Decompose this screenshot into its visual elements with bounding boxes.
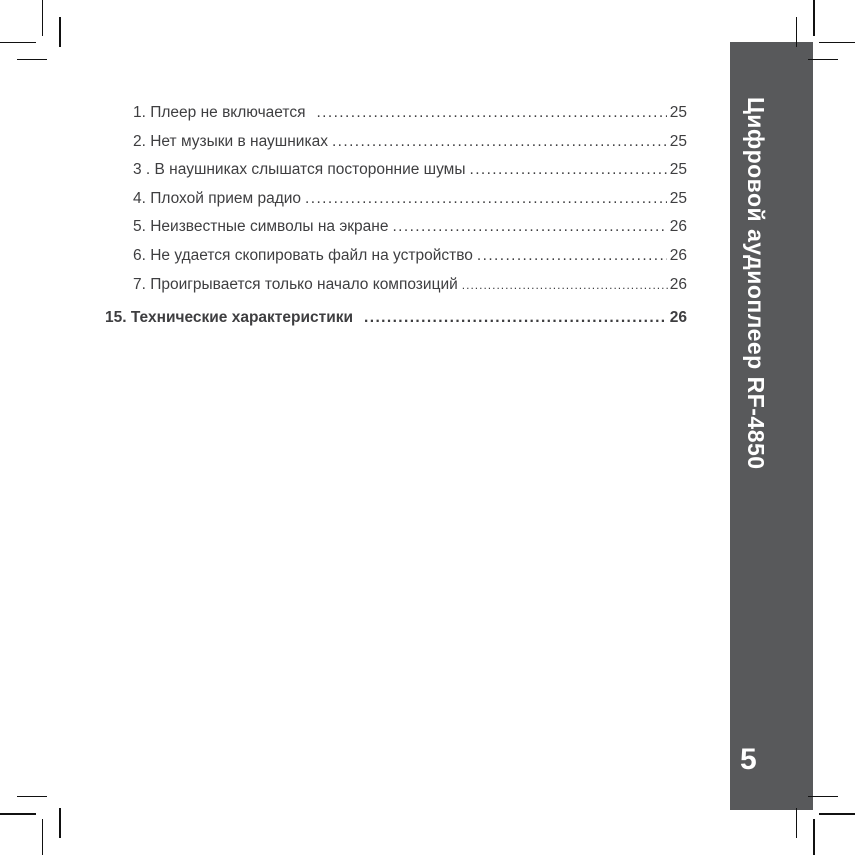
sidebar-title: Цифровой аудиоплеер RF-4850 [743, 97, 769, 470]
crop-mark [17, 796, 47, 798]
crop-mark [813, 819, 815, 855]
toc-entry-page: 26 [669, 308, 687, 326]
toc-entry [105, 304, 687, 333]
toc-entry [105, 156, 687, 185]
crop-mark [0, 42, 36, 44]
toc-entry-label: 5. Неизвестные символы на экране [133, 218, 389, 236]
table-of-contents [105, 99, 687, 332]
dot-leader [462, 271, 670, 300]
crop-mark [17, 59, 47, 61]
dot-leader [316, 99, 666, 128]
crop-mark [42, 0, 44, 36]
dot-leader [392, 213, 666, 242]
toc-entry [105, 213, 687, 242]
dot-leader [305, 185, 667, 214]
toc-entry-label: 6. Не удается скопировать файл на устройство [133, 246, 473, 264]
dot-leader [469, 156, 666, 185]
toc-entry-page: 25 [669, 132, 687, 150]
crop-mark [819, 813, 855, 815]
toc-entry-label: 7. Проигрывается только начало композиций [133, 275, 458, 293]
toc-entry-label: 2. Нет музыки в наушниках [133, 132, 328, 150]
crop-mark [796, 17, 798, 47]
crop-mark [808, 59, 838, 61]
toc-entry-page: 26 [669, 218, 687, 236]
toc-entry [105, 99, 687, 128]
crop-mark [813, 0, 815, 36]
toc-entry-page: 26 [669, 246, 687, 264]
toc-entry-label: 3 . В наушниках слышатся посторонние шумы [133, 161, 466, 179]
toc-entry-label: 1. Плеер не включается [133, 104, 306, 121]
toc-entry-page: 25 [669, 104, 687, 121]
toc-entry-page: 25 [669, 161, 687, 179]
toc-entry-label: 4. Плохой прием радио [133, 189, 302, 207]
toc-entry-label: 15. Технические характеристики [105, 308, 354, 326]
toc-entry-page: 26 [669, 275, 687, 293]
toc-entry [105, 185, 687, 214]
crop-mark [808, 796, 838, 798]
crop-mark [59, 808, 61, 838]
crop-mark [819, 42, 855, 44]
sidebar-band [730, 42, 813, 810]
dot-leader [477, 242, 667, 271]
crop-mark [59, 17, 61, 47]
crop-mark [42, 819, 44, 855]
toc-entry [105, 128, 687, 157]
toc-entry [105, 271, 687, 300]
dot-leader [332, 128, 667, 157]
dot-leader [364, 304, 667, 333]
page-number: 5 [740, 743, 757, 776]
crop-mark [796, 808, 798, 838]
toc-entry [105, 242, 687, 271]
toc-entry-page: 25 [669, 189, 687, 207]
crop-mark [0, 813, 36, 815]
